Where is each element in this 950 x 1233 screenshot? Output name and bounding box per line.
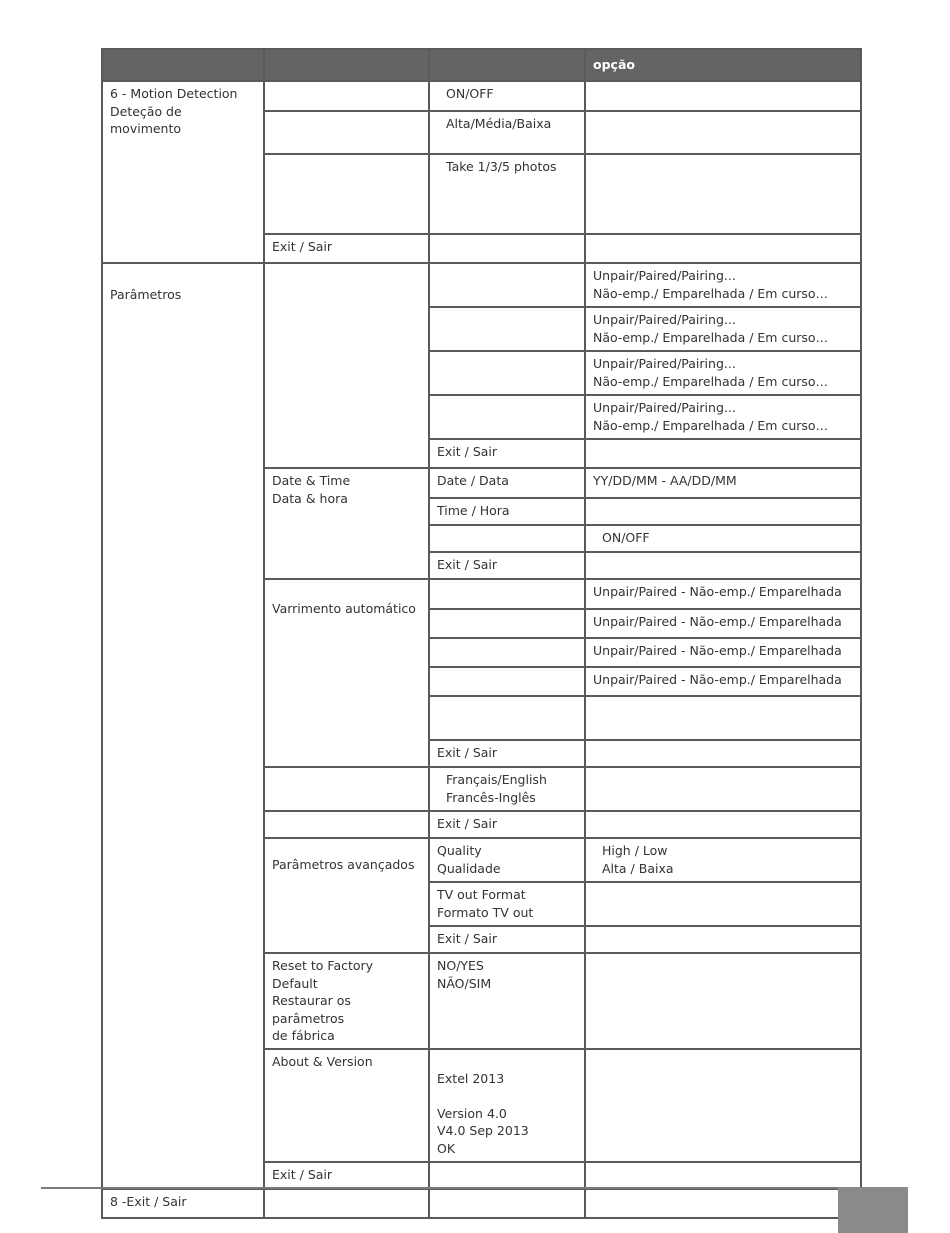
about-value: Extel 2013 Version 4.0 V4.0 Sep 2013 OK xyxy=(429,1049,585,1162)
cell xyxy=(585,811,861,838)
cell xyxy=(585,1189,861,1218)
cell xyxy=(429,234,585,263)
motion-photos: Take 1/3/5 photos xyxy=(429,154,585,234)
cell xyxy=(585,953,861,1049)
datetime-exit: Exit / Sair xyxy=(429,552,585,579)
cell xyxy=(429,609,585,638)
reset-value: NO/YES NÃO/SIM xyxy=(429,953,585,1049)
cell xyxy=(429,579,585,609)
scan-option-2: Unpair/Paired - Não-emp./ Emparelhada xyxy=(585,609,861,638)
datetime-label: Date & Time Data & hora xyxy=(264,468,429,579)
quality-options: High / Low Alta / Baixa xyxy=(585,838,861,882)
cell xyxy=(585,740,861,767)
cell xyxy=(429,696,585,740)
motion-exit: Exit / Sair xyxy=(264,234,429,263)
scan-exit: Exit / Sair xyxy=(429,740,585,767)
main-exit-label: 8 -Exit / Sair xyxy=(102,1189,264,1218)
reset-label: Reset to Factory Default Restaurar os parâmetros de fábrica xyxy=(264,953,429,1049)
params-exit: Exit / Sair xyxy=(264,1162,429,1189)
header-row xyxy=(102,49,861,81)
cell xyxy=(585,926,861,953)
advanced-exit: Exit / Sair xyxy=(429,926,585,953)
language-option: Français/English Francês-Inglês xyxy=(429,767,585,811)
cell xyxy=(429,667,585,696)
cell xyxy=(429,525,585,552)
header-col-1 xyxy=(102,49,264,81)
cell xyxy=(264,154,429,234)
cell xyxy=(264,111,429,154)
cell xyxy=(429,307,585,351)
parametros-label: Parâmetros xyxy=(102,263,264,1189)
cell xyxy=(264,81,429,111)
date-label: Date / Data xyxy=(429,468,585,498)
cell xyxy=(585,767,861,811)
cell xyxy=(264,1189,429,1218)
cell xyxy=(429,395,585,439)
cell xyxy=(429,1162,585,1189)
cell xyxy=(585,882,861,926)
motion-detection-label: 6 - Motion Detection Deteção de movimento xyxy=(102,81,264,263)
cell xyxy=(264,767,429,811)
datetime-onoff: ON/OFF xyxy=(585,525,861,552)
pair-exit: Exit / Sair xyxy=(429,439,585,468)
pair-option-3: Unpair/Paired/Pairing... Não-emp./ Emparelhada / Em curso… xyxy=(585,351,861,395)
cell xyxy=(429,638,585,667)
cell xyxy=(585,1162,861,1189)
cell xyxy=(585,696,861,740)
cell xyxy=(429,1189,585,1218)
header-col-2 xyxy=(264,49,429,81)
scan-label: Varrimento automático xyxy=(264,579,429,767)
about-label: About & Version xyxy=(264,1049,429,1162)
pair-option-4: Unpair/Paired/Pairing... Não-emp./ Emparelhada / Em curso… xyxy=(585,395,861,439)
cell xyxy=(585,154,861,234)
cell xyxy=(585,498,861,525)
scan-option-4: Unpair/Paired - Não-emp./ Emparelhada xyxy=(585,667,861,696)
motion-sensitivity: Alta/Média/Baixa xyxy=(429,111,585,154)
cell xyxy=(429,263,585,307)
quality-label: Quality Qualidade xyxy=(429,838,585,882)
cell xyxy=(264,811,429,838)
cell xyxy=(585,439,861,468)
cell xyxy=(585,1049,861,1162)
cell xyxy=(264,263,429,468)
cell xyxy=(585,111,861,154)
date-format: YY/DD/MM - AA/DD/MM xyxy=(585,468,861,498)
motion-onoff: ON/OFF xyxy=(429,81,585,111)
tvout-label: TV out Format Formato TV out xyxy=(429,882,585,926)
footer-rule xyxy=(41,1187,838,1189)
pair-option-1: Unpair/Paired/Pairing... Não-emp./ Emparelhada / Em curso… xyxy=(585,263,861,307)
cell xyxy=(585,552,861,579)
cell xyxy=(429,351,585,395)
scan-option-1: Unpair/Paired - Não-emp./ Emparelhada xyxy=(585,579,861,609)
time-label: Time / Hora xyxy=(429,498,585,525)
advanced-label: Parâmetros avançados xyxy=(264,838,429,953)
page-number-box xyxy=(838,1187,908,1233)
header-col-3 xyxy=(429,49,585,81)
header-col-option: opção xyxy=(585,49,861,81)
cell xyxy=(585,81,861,111)
menu-table xyxy=(101,48,862,1219)
scan-option-3: Unpair/Paired - Não-emp./ Emparelhada xyxy=(585,638,861,667)
cell xyxy=(585,234,861,263)
language-exit: Exit / Sair xyxy=(429,811,585,838)
pair-option-2: Unpair/Paired/Pairing... Não-emp./ Emparelhada / Em curso… xyxy=(585,307,861,351)
